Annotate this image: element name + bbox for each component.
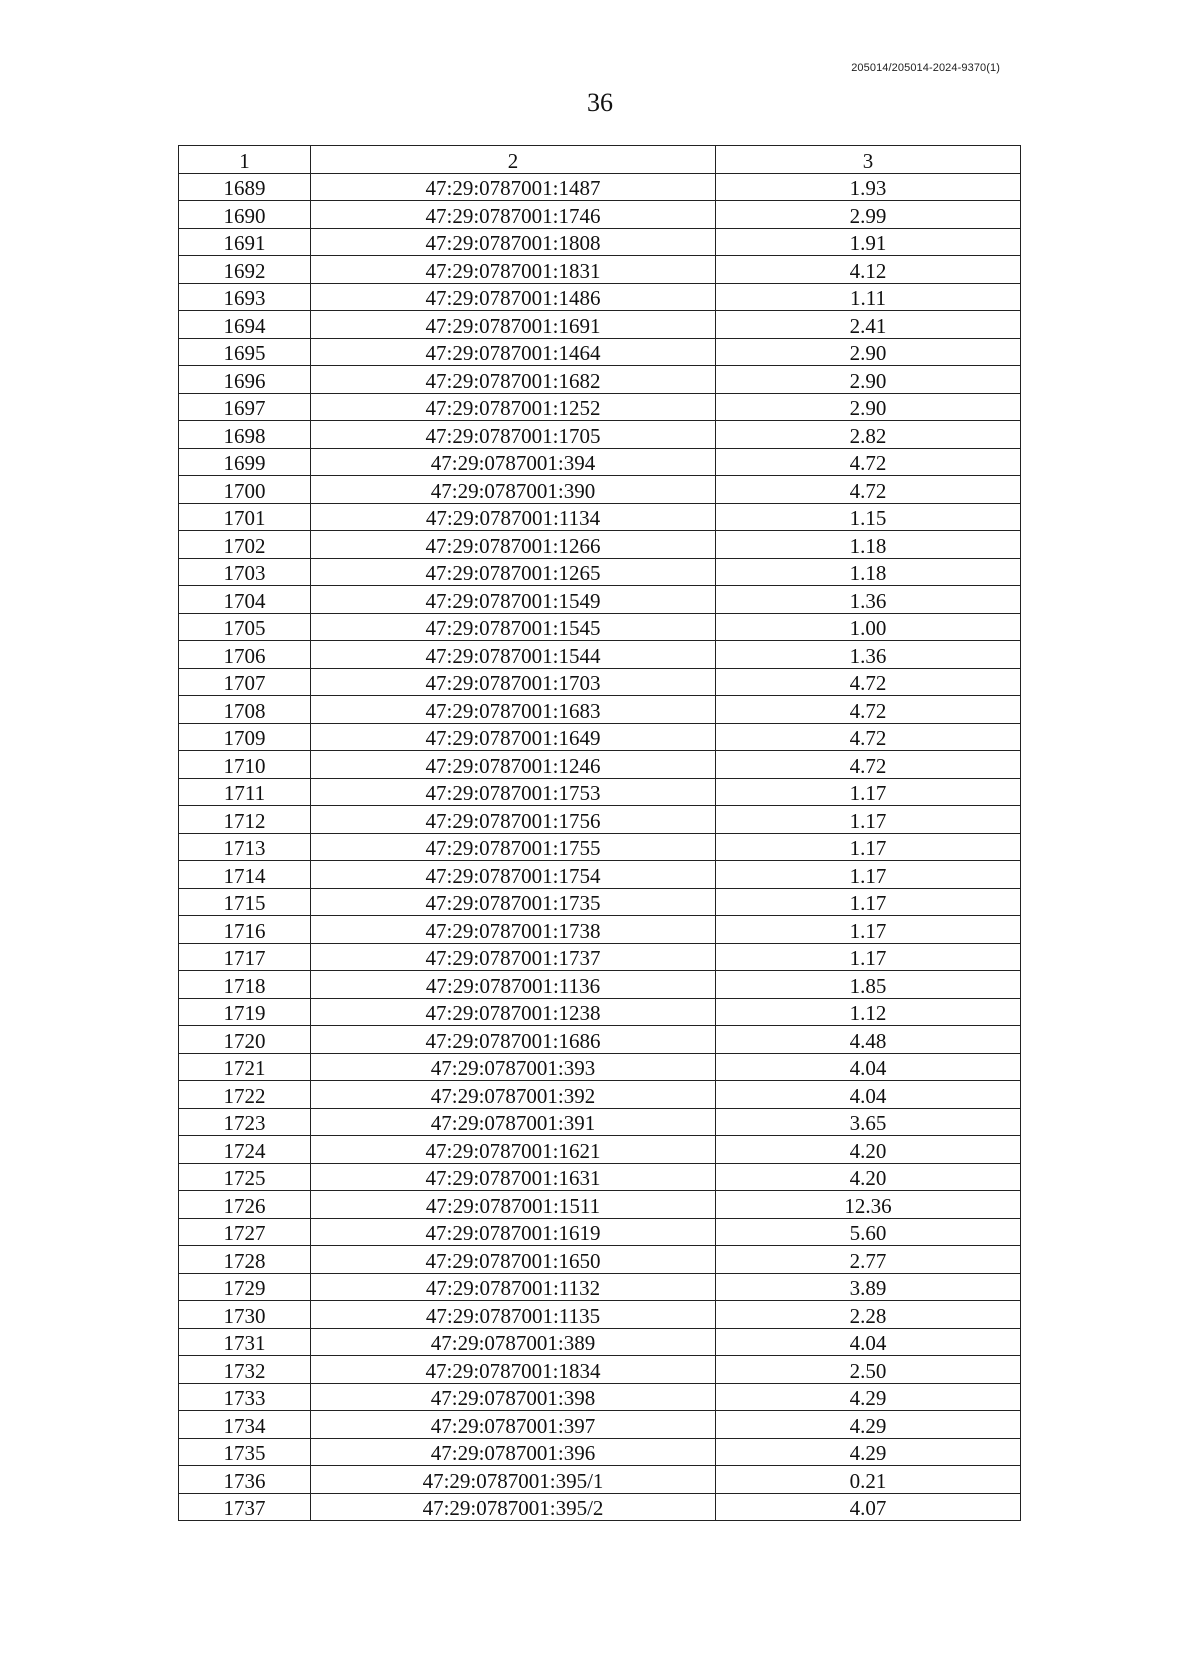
row-number-cell: 1724 [179, 1136, 311, 1164]
row-number-cell: 1730 [179, 1301, 311, 1329]
row-number-cell: 1712 [179, 806, 311, 834]
cadastral-number-cell: 47:29:0787001:1735 [311, 888, 716, 916]
table-row [179, 586, 1021, 614]
cadastral-number-cell: 47:29:0787001:1544 [311, 641, 716, 669]
value-cell: 2.90 [716, 393, 1021, 421]
table-row [179, 1136, 1021, 1164]
row-number-cell: 1737 [179, 1493, 311, 1521]
table-row [179, 1438, 1021, 1466]
value-cell: 0.21 [716, 1466, 1021, 1494]
cadastral-number-cell: 47:29:0787001:1746 [311, 201, 716, 229]
row-number-cell: 1720 [179, 1026, 311, 1054]
table-row [179, 338, 1021, 366]
table-row [179, 943, 1021, 971]
table-row [179, 1053, 1021, 1081]
table-row [179, 366, 1021, 394]
value-cell: 1.85 [716, 971, 1021, 999]
value-cell: 12.36 [716, 1191, 1021, 1219]
table-row [179, 916, 1021, 944]
cadastral-number-cell: 47:29:0787001:1705 [311, 421, 716, 449]
cadastral-number-cell: 47:29:0787001:1266 [311, 531, 716, 559]
row-number-cell: 1691 [179, 228, 311, 256]
table-row [179, 778, 1021, 806]
table-row [179, 1108, 1021, 1136]
value-cell: 2.41 [716, 311, 1021, 339]
row-number-cell: 1726 [179, 1191, 311, 1219]
cadastral-number-cell: 47:29:0787001:1621 [311, 1136, 716, 1164]
row-number-cell: 1721 [179, 1053, 311, 1081]
row-number-cell: 1698 [179, 421, 311, 449]
value-cell: 2.90 [716, 366, 1021, 394]
table-row [179, 201, 1021, 229]
value-cell: 1.17 [716, 806, 1021, 834]
row-number-cell: 1735 [179, 1438, 311, 1466]
row-number-cell: 1702 [179, 531, 311, 559]
table-row [179, 1081, 1021, 1109]
row-number-cell: 1700 [179, 476, 311, 504]
table-row [179, 1163, 1021, 1191]
cadastral-number-cell: 47:29:0787001:394 [311, 448, 716, 476]
row-number-cell: 1704 [179, 586, 311, 614]
cadastral-number-cell: 47:29:0787001:1691 [311, 311, 716, 339]
cadastral-number-cell: 47:29:0787001:1753 [311, 778, 716, 806]
row-number-cell: 1719 [179, 998, 311, 1026]
row-number-cell: 1715 [179, 888, 311, 916]
table-row [179, 448, 1021, 476]
row-number-cell: 1693 [179, 283, 311, 311]
cadastral-number-cell: 47:29:0787001:1737 [311, 943, 716, 971]
value-cell: 1.17 [716, 778, 1021, 806]
table-row [179, 1026, 1021, 1054]
table-row [179, 311, 1021, 339]
value-cell: 4.07 [716, 1493, 1021, 1521]
cadastral-number-cell: 47:29:0787001:1252 [311, 393, 716, 421]
table-row [179, 998, 1021, 1026]
document-id: 205014/205014-2024-9370(1) [851, 62, 1000, 74]
table-row [179, 613, 1021, 641]
row-number-cell: 1695 [179, 338, 311, 366]
value-cell: 4.72 [716, 668, 1021, 696]
value-cell: 4.72 [716, 448, 1021, 476]
table-header [179, 146, 1021, 174]
page-number: 36 [587, 88, 613, 117]
value-cell: 1.93 [716, 173, 1021, 201]
value-cell: 4.29 [716, 1438, 1021, 1466]
cadastral-number-cell: 47:29:0787001:1754 [311, 861, 716, 889]
table-row [179, 888, 1021, 916]
row-number-cell: 1713 [179, 833, 311, 861]
value-cell: 4.29 [716, 1383, 1021, 1411]
value-cell: 4.20 [716, 1136, 1021, 1164]
table-row [179, 256, 1021, 284]
value-cell: 1.36 [716, 586, 1021, 614]
table-row [179, 393, 1021, 421]
row-number-cell: 1718 [179, 971, 311, 999]
cadastral-number-cell: 47:29:0787001:395/1 [311, 1466, 716, 1494]
value-cell: 2.28 [716, 1301, 1021, 1329]
row-number-cell: 1692 [179, 256, 311, 284]
row-number-cell: 1701 [179, 503, 311, 531]
table-row [179, 173, 1021, 201]
value-cell: 3.65 [716, 1108, 1021, 1136]
row-number-cell: 1706 [179, 641, 311, 669]
cadastral-number-cell: 47:29:0787001:1650 [311, 1246, 716, 1274]
cadastral-number-cell: 47:29:0787001:1136 [311, 971, 716, 999]
cadastral-number-cell: 47:29:0787001:1808 [311, 228, 716, 256]
cadastral-number-cell: 47:29:0787001:1238 [311, 998, 716, 1026]
row-number-cell: 1716 [179, 916, 311, 944]
row-number-cell: 1734 [179, 1411, 311, 1439]
header-cell-2: 2 [311, 146, 716, 174]
header-cell-3: 3 [716, 146, 1021, 174]
value-cell: 4.72 [716, 476, 1021, 504]
data-table [178, 145, 1021, 1521]
cadastral-number-cell: 47:29:0787001:1631 [311, 1163, 716, 1191]
table-row [179, 1301, 1021, 1329]
cadastral-number-cell: 47:29:0787001:1682 [311, 366, 716, 394]
value-cell: 1.17 [716, 888, 1021, 916]
table-row [179, 1411, 1021, 1439]
table-body [179, 173, 1021, 1521]
cadastral-number-cell: 47:29:0787001:1619 [311, 1218, 716, 1246]
table-row [179, 1273, 1021, 1301]
value-cell: 1.17 [716, 861, 1021, 889]
table-row [179, 1493, 1021, 1521]
header-cell-1: 1 [179, 146, 311, 174]
table-row [179, 971, 1021, 999]
row-number-cell: 1723 [179, 1108, 311, 1136]
row-number-cell: 1707 [179, 668, 311, 696]
row-number-cell: 1689 [179, 173, 311, 201]
value-cell: 1.17 [716, 943, 1021, 971]
row-number-cell: 1708 [179, 696, 311, 724]
table-row [179, 531, 1021, 559]
cadastral-number-cell: 47:29:0787001:1132 [311, 1273, 716, 1301]
value-cell: 2.50 [716, 1356, 1021, 1384]
value-cell: 1.36 [716, 641, 1021, 669]
value-cell: 4.04 [716, 1081, 1021, 1109]
cadastral-number-cell: 47:29:0787001:1755 [311, 833, 716, 861]
value-cell: 1.18 [716, 531, 1021, 559]
cadastral-number-cell: 47:29:0787001:1683 [311, 696, 716, 724]
value-cell: 2.77 [716, 1246, 1021, 1274]
cadastral-number-cell: 47:29:0787001:1834 [311, 1356, 716, 1384]
value-cell: 4.20 [716, 1163, 1021, 1191]
cadastral-number-cell: 47:29:0787001:1756 [311, 806, 716, 834]
value-cell: 1.91 [716, 228, 1021, 256]
row-number-cell: 1725 [179, 1163, 311, 1191]
value-cell: 1.12 [716, 998, 1021, 1026]
table-row [179, 668, 1021, 696]
cadastral-number-cell: 47:29:0787001:1134 [311, 503, 716, 531]
cadastral-number-cell: 47:29:0787001:397 [311, 1411, 716, 1439]
table-row [179, 1466, 1021, 1494]
cadastral-number-cell: 47:29:0787001:1549 [311, 586, 716, 614]
table-row [179, 1383, 1021, 1411]
row-number-cell: 1733 [179, 1383, 311, 1411]
value-cell: 1.17 [716, 833, 1021, 861]
table-row [179, 833, 1021, 861]
cadastral-number-cell: 47:29:0787001:389 [311, 1328, 716, 1356]
value-cell: 1.15 [716, 503, 1021, 531]
value-cell: 4.04 [716, 1328, 1021, 1356]
value-cell: 3.89 [716, 1273, 1021, 1301]
cadastral-number-cell: 47:29:0787001:1831 [311, 256, 716, 284]
table-row [179, 861, 1021, 889]
table-row [179, 723, 1021, 751]
cadastral-number-cell: 47:29:0787001:1545 [311, 613, 716, 641]
value-cell: 1.11 [716, 283, 1021, 311]
value-cell: 1.17 [716, 916, 1021, 944]
cadastral-number-cell: 47:29:0787001:390 [311, 476, 716, 504]
table-row [179, 1191, 1021, 1219]
table-row [179, 1246, 1021, 1274]
cadastral-number-cell: 47:29:0787001:1135 [311, 1301, 716, 1329]
cadastral-number-cell: 47:29:0787001:1686 [311, 1026, 716, 1054]
row-number-cell: 1727 [179, 1218, 311, 1246]
cadastral-number-cell: 47:29:0787001:391 [311, 1108, 716, 1136]
row-number-cell: 1705 [179, 613, 311, 641]
cadastral-number-cell: 47:29:0787001:1649 [311, 723, 716, 751]
value-cell: 4.72 [716, 751, 1021, 779]
table-row [179, 1356, 1021, 1384]
value-cell: 4.12 [716, 256, 1021, 284]
value-cell: 2.99 [716, 201, 1021, 229]
row-number-cell: 1711 [179, 778, 311, 806]
row-number-cell: 1736 [179, 1466, 311, 1494]
cadastral-number-cell: 47:29:0787001:393 [311, 1053, 716, 1081]
value-cell: 1.18 [716, 558, 1021, 586]
value-cell: 4.72 [716, 696, 1021, 724]
table-row [179, 806, 1021, 834]
cadastral-number-cell: 47:29:0787001:1246 [311, 751, 716, 779]
table-row [179, 751, 1021, 779]
value-cell: 4.48 [716, 1026, 1021, 1054]
cadastral-number-cell: 47:29:0787001:1486 [311, 283, 716, 311]
cadastral-number-cell: 47:29:0787001:1703 [311, 668, 716, 696]
row-number-cell: 1697 [179, 393, 311, 421]
table-row [179, 421, 1021, 449]
cadastral-number-cell: 47:29:0787001:1464 [311, 338, 716, 366]
value-cell: 4.29 [716, 1411, 1021, 1439]
table-row [179, 696, 1021, 724]
table-row [179, 1328, 1021, 1356]
row-number-cell: 1722 [179, 1081, 311, 1109]
row-number-cell: 1714 [179, 861, 311, 889]
table-row [179, 1218, 1021, 1246]
row-number-cell: 1717 [179, 943, 311, 971]
row-number-cell: 1690 [179, 201, 311, 229]
cadastral-number-cell: 47:29:0787001:392 [311, 1081, 716, 1109]
table-row [179, 283, 1021, 311]
value-cell: 5.60 [716, 1218, 1021, 1246]
header-row [179, 146, 1021, 174]
value-cell: 2.90 [716, 338, 1021, 366]
value-cell: 4.72 [716, 723, 1021, 751]
cadastral-number-cell: 47:29:0787001:1738 [311, 916, 716, 944]
value-cell: 1.00 [716, 613, 1021, 641]
row-number-cell: 1732 [179, 1356, 311, 1384]
row-number-cell: 1710 [179, 751, 311, 779]
row-number-cell: 1731 [179, 1328, 311, 1356]
cadastral-number-cell: 47:29:0787001:1487 [311, 173, 716, 201]
table-row [179, 228, 1021, 256]
row-number-cell: 1703 [179, 558, 311, 586]
row-number-cell: 1728 [179, 1246, 311, 1274]
table-row [179, 503, 1021, 531]
cadastral-number-cell: 47:29:0787001:1265 [311, 558, 716, 586]
row-number-cell: 1709 [179, 723, 311, 751]
table-row [179, 641, 1021, 669]
value-cell: 4.04 [716, 1053, 1021, 1081]
row-number-cell: 1729 [179, 1273, 311, 1301]
table-row [179, 476, 1021, 504]
cadastral-number-cell: 47:29:0787001:395/2 [311, 1493, 716, 1521]
row-number-cell: 1694 [179, 311, 311, 339]
table-row [179, 558, 1021, 586]
cadastral-number-cell: 47:29:0787001:1511 [311, 1191, 716, 1219]
row-number-cell: 1699 [179, 448, 311, 476]
cadastral-number-cell: 47:29:0787001:396 [311, 1438, 716, 1466]
row-number-cell: 1696 [179, 366, 311, 394]
value-cell: 2.82 [716, 421, 1021, 449]
cadastral-number-cell: 47:29:0787001:398 [311, 1383, 716, 1411]
